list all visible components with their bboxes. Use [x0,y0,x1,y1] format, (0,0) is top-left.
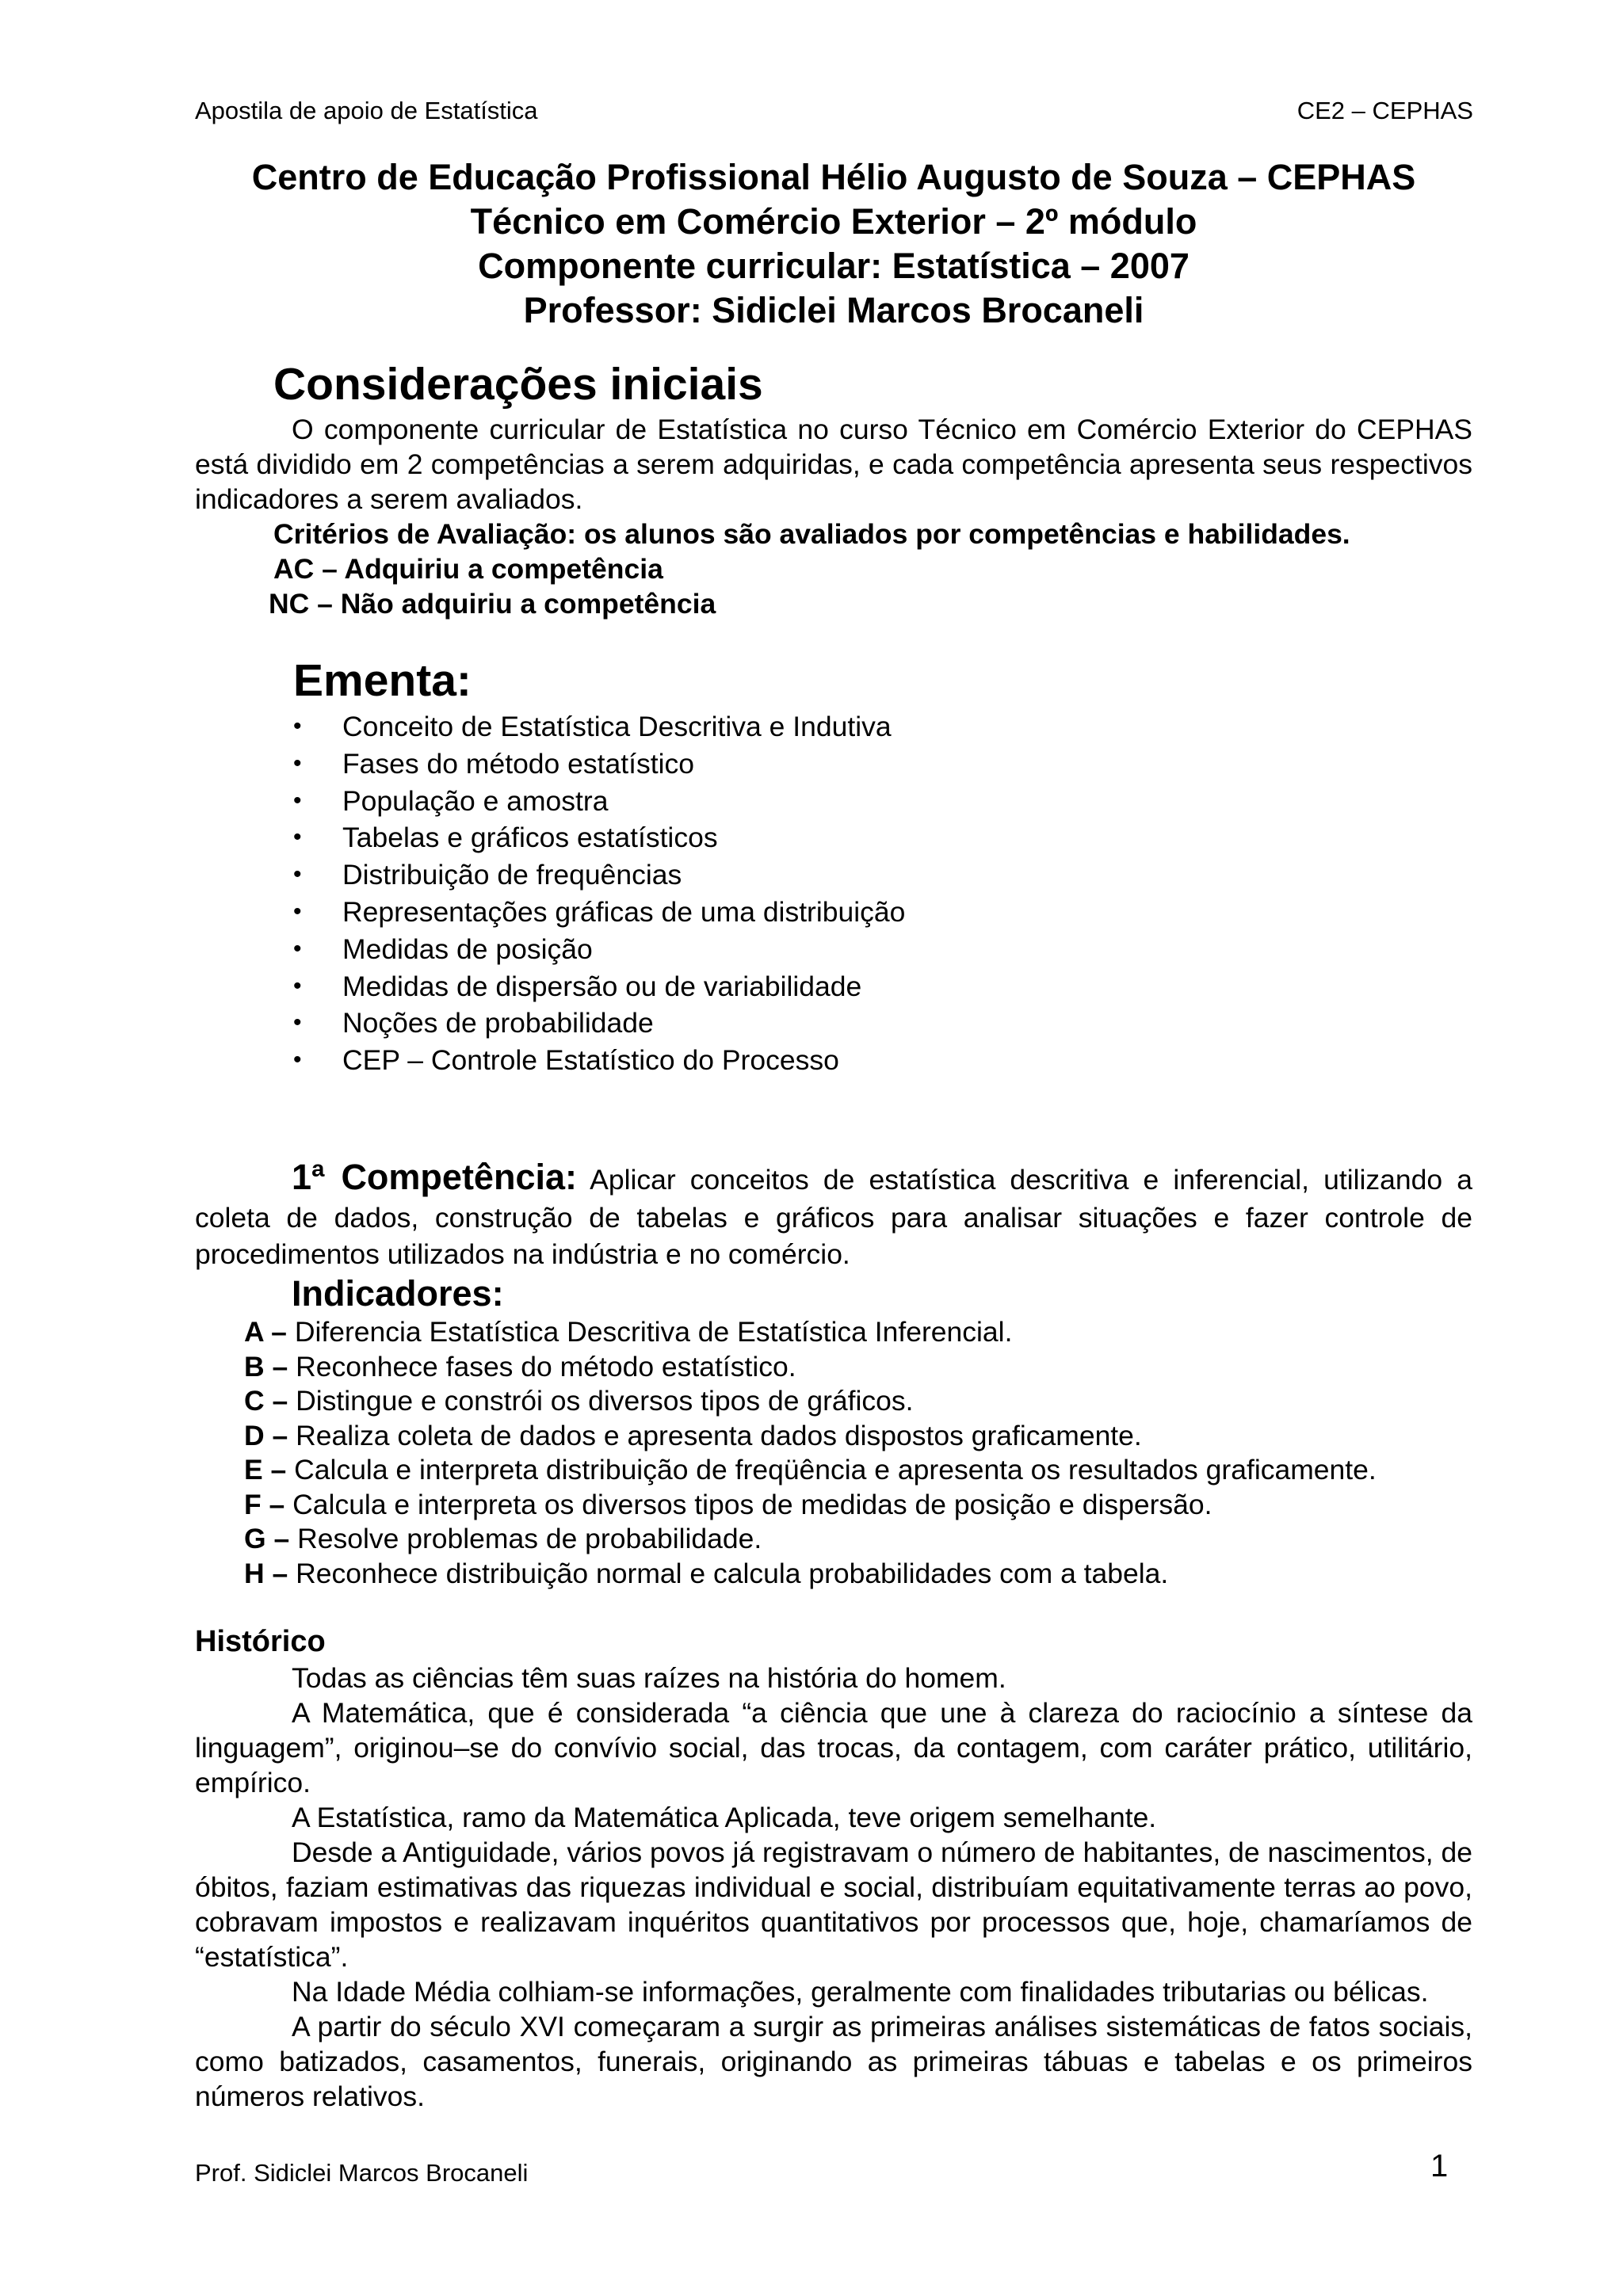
bullet-icon: • [293,861,302,888]
list-item: • Noções de probabilidade [195,1005,1472,1042]
list-item: H – Reconhece distribuição normal e calcula probabilidades com a tabela. [244,1557,1169,1589]
bullet-icon: • [293,972,302,999]
list-item: F – Calcula e interpreta os diversos tipos de medidas de posição e dispersão. [244,1488,1212,1520]
list-item: D – Realiza coleta de dados e apresenta dados dispostos graficamente. [244,1419,1142,1451]
list-item: • Medidas de dispersão ou de variabilidade [195,968,1472,1005]
title-line-professor: Professor: Sidiclei Marcos Brocaneli [523,290,1144,330]
list-item: • Tabelas e gráficos estatísticos [195,819,1472,856]
bullet-icon: • [293,787,302,814]
paragraph-historico-4: Desde a Antiguidade, vários povos já registravam o número de habitantes, de nascimentos, de óbitos, faziam estimativas das riquezas individual e social, distribuíam equitativamente terras ao povo, cobravam impostos e realizavam inquéritos quantitativos por processos que, hoje, chamaríamos de “estatística”. [195,1836,1472,1973]
nc-line: NC – Não adquiriu a competência [269,588,716,620]
running-header-right: CE2 – CEPHAS [1296,97,1473,124]
section-consideracoes [195,357,1472,621]
title-line-component: Componente curricular: Estatística – 2007 [478,246,1190,286]
heading-competencia: 1ª Competência: [292,1157,577,1197]
bullet-icon: • [293,824,302,851]
section-competencia [195,1155,1472,1591]
bullet-icon: • [293,749,302,776]
section-historico [195,1623,1472,2114]
list-item: • CEP – Controle Estatístico do Processo [195,1042,1472,1079]
ementa-list [195,708,1472,1079]
heading-indicadores: Indicadores: [292,1273,504,1314]
heading-ementa: Ementa: [293,655,472,706]
list-item: A – Diferencia Estatística Descritiva de Estatística Inferencial. [244,1316,1013,1348]
list-item: G – Resolve problemas de probabilidade. [244,1523,762,1554]
title-line-institution: Centro de Educação Profissional Hélio Augusto de Souza – CEPHAS [251,157,1416,197]
list-item: • Distribuição de frequências [195,856,1472,894]
paragraph-historico-3: A Estatística, ramo da Matemática Aplicada, teve origem semelhante. [292,1802,1157,1833]
footer-author: Prof. Sidiclei Marcos Brocaneli [195,2159,529,2187]
bullet-icon: • [293,1047,302,1074]
paragraph-historico-6: A partir do século XVI começaram a surgir as primeiras análises sistemáticas de fatos sociais, como batizados, casamentos, funerais, originando as primeiras tábuas e tabelas e os primeiros números relativos. [195,2011,1472,2112]
bullet-icon: • [293,713,302,739]
paragraph-historico-5: Na Idade Média colhiam-se informações, geralmente com finalidades tributarias ou bélicas. [292,1976,1429,2008]
paragraph-historico-1: Todas as ciências têm suas raízes na história do homem. [292,1662,1006,1694]
title-line-course: Técnico em Comércio Exterior – 2º módulo [470,201,1197,242]
list-item: • Conceito de Estatística Descritiva e Indutiva [195,708,1472,746]
bullet-icon: • [293,1009,302,1036]
list-item: • População e amostra [195,783,1472,820]
page-number: 1 [1430,2149,1449,2183]
title-block [195,155,1472,333]
bullet-icon: • [293,898,302,925]
running-header-left: Apostila de apoio de Estatística [195,97,538,124]
indicadores-list [195,1315,1472,1591]
list-item: • Fases do método estatístico [195,746,1472,783]
bullet-icon: • [293,935,302,962]
heading-historico: Histórico [195,1625,326,1658]
heading-consideracoes: Considerações iniciais [273,359,763,410]
ac-line: AC – Adquiriu a competência [273,553,663,585]
list-item: C – Distingue e constrói os diversos tipos de gráficos. [244,1385,914,1417]
list-item: B – Reconhece fases do método estatístico. [244,1350,796,1383]
paragraph-historico-2: A Matemática, que é considerada “a ciência que une à clareza do raciocínio a síntese da linguagem”, originou–se do convívio social, das trocas, da contagem, com caráter prático, utilitário, empírico. [195,1697,1472,1798]
list-item: E – Calcula e interpreta distribuição de freqüência e apresenta os resultados graficamente. [244,1454,1377,1486]
competencia-text: Aplicar conceitos de estatística descritiva e inferencial, utilizando a coleta de dados, construção de tabelas e gráficos para analisar situações e fazer controle de procedimentos utilizados na indústria e no comércio. [195,1164,1472,1270]
list-item: • Representações gráficas de uma distribuição [195,894,1472,931]
paragraph-consideracoes: O componente curricular de Estatística no curso Técnico em Comércio Exterior do CEPHAS está dividido em 2 competências a serem adquiridas, e cada competência apresenta seus respectivos indicadores a serem avaliados. [195,414,1472,515]
paragraph-competencia [195,1155,1472,1272]
list-item: • Medidas de posição [195,931,1472,968]
criterios-line: Critérios de Avaliação: os alunos são avaliados por competências e habilidades. [273,518,1350,550]
section-ementa [195,653,1472,1079]
